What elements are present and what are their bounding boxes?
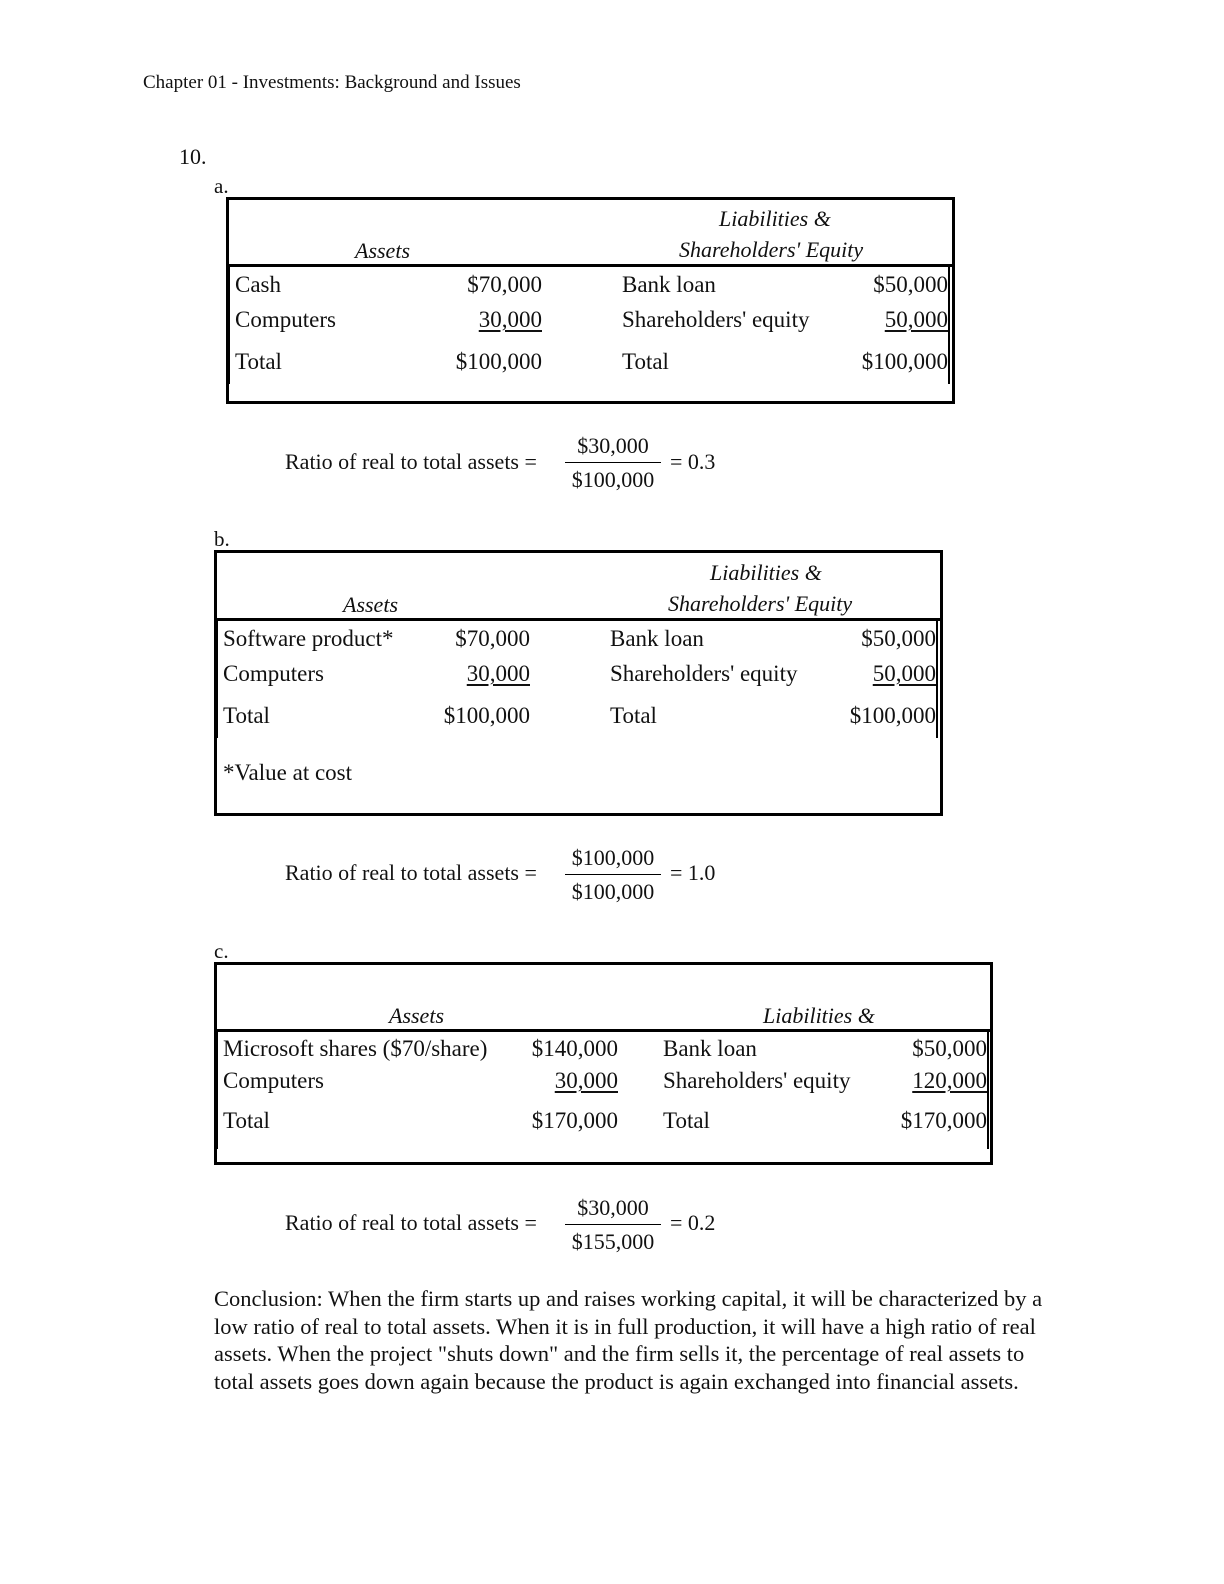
liability-label: Total (622, 349, 669, 374)
ratio-result: = 1.0 (670, 860, 716, 885)
liability-label: Shareholders' equity (663, 1068, 851, 1093)
liabilities-heading: Liabilities & (763, 1003, 875, 1028)
liability-label: Total (610, 703, 657, 728)
liability-label: Bank loan (610, 626, 704, 651)
asset-value: 30,000 (466, 661, 530, 686)
asset-label: Total (223, 703, 270, 728)
fraction-bar (565, 874, 661, 875)
liability-value: $50,000 (873, 272, 948, 297)
asset-label: Software product* (223, 626, 394, 651)
right-rule (948, 264, 950, 384)
part-b-label: b. (214, 527, 230, 551)
asset-label: Computers (235, 307, 336, 332)
liability-value: $50,000 (861, 626, 936, 651)
liability-label: Total (663, 1108, 710, 1133)
left-rule (216, 618, 218, 738)
ratio-label: Ratio of real to total assets = (285, 860, 537, 885)
ratio-label: Ratio of real to total assets = (285, 1210, 537, 1235)
asset-label: Total (235, 349, 282, 374)
conclusion-paragraph: Conclusion: When the firm starts up and raises working capital, it will be characterized by a low ratio of real to total assets. When it is in full production, it will have a high ratio of real assets. When the project "shuts down" and the firm sells it, the percentage of real assets to total assets goes down again because the product is again exchanged into financial assets. (214, 1286, 1043, 1394)
asset-value: $70,000 (467, 272, 542, 297)
header-rule (214, 618, 943, 621)
liability-label: Shareholders' equity (610, 661, 798, 686)
liability-value: 50,000 (872, 661, 936, 686)
left-rule (216, 1029, 218, 1149)
liability-label: Bank loan (663, 1036, 757, 1061)
ratio-numerator: $30,000 (577, 1195, 649, 1220)
part-c-label: c. (214, 939, 229, 963)
liability-value: 120,000 (912, 1068, 987, 1093)
header-rule (214, 1029, 993, 1032)
right-rule (987, 1029, 989, 1149)
ratio-result: = 0.3 (670, 449, 716, 474)
ratio-denominator: $100,000 (571, 879, 655, 904)
assets-heading: Assets (355, 238, 410, 263)
right-rule (936, 618, 938, 738)
question-number: 10. (179, 144, 207, 169)
ratio-denominator: $100,000 (571, 467, 655, 492)
asset-value: 30,000 (478, 307, 542, 332)
asset-value: $100,000 (455, 349, 542, 374)
equity-heading: Shareholders' Equity (679, 237, 864, 262)
assets-heading: Assets (343, 592, 398, 617)
liability-value: $100,000 (849, 703, 936, 728)
ratio-label: Ratio of real to total assets = (285, 449, 537, 474)
asset-label: Total (223, 1108, 270, 1133)
liability-value: 50,000 (884, 307, 948, 332)
asset-value: $100,000 (443, 703, 530, 728)
asset-label: Microsoft shares ($70/share) (223, 1036, 488, 1061)
asset-label: Computers (223, 1068, 324, 1093)
fraction-bar (565, 462, 661, 463)
ratio-denominator: $155,000 (571, 1229, 655, 1254)
asset-value: $170,000 (531, 1108, 618, 1133)
part-a-label: a. (214, 174, 229, 198)
liability-label: Shareholders' equity (622, 307, 810, 332)
ratio-numerator: $100,000 (571, 845, 655, 870)
liability-label: Bank loan (622, 272, 716, 297)
equity-heading: Shareholders' Equity (668, 591, 853, 616)
ratio-numerator: $30,000 (577, 433, 649, 458)
balance-sheet-a (226, 197, 955, 404)
liability-value: $100,000 (861, 349, 948, 374)
footnote: *Value at cost (223, 760, 353, 785)
left-rule (228, 264, 230, 384)
page-header: Chapter 01 - Investments: Background and Issues (143, 72, 521, 93)
ratio-result: = 0.2 (670, 1210, 716, 1235)
header-rule (226, 264, 955, 267)
liability-value: $50,000 (912, 1036, 987, 1061)
asset-value: 30,000 (554, 1068, 618, 1093)
liabilities-heading: Liabilities & (719, 206, 831, 231)
asset-label: Computers (223, 661, 324, 686)
liabilities-heading: Liabilities & (710, 560, 822, 585)
balance-sheet-b (214, 550, 943, 816)
liability-value: $170,000 (900, 1108, 987, 1133)
fraction-bar (565, 1224, 661, 1225)
balance-sheet-c (214, 962, 993, 1165)
asset-value: $140,000 (531, 1036, 618, 1061)
asset-value: $70,000 (455, 626, 530, 651)
asset-label: Cash (235, 272, 281, 297)
assets-heading: Assets (389, 1003, 444, 1028)
